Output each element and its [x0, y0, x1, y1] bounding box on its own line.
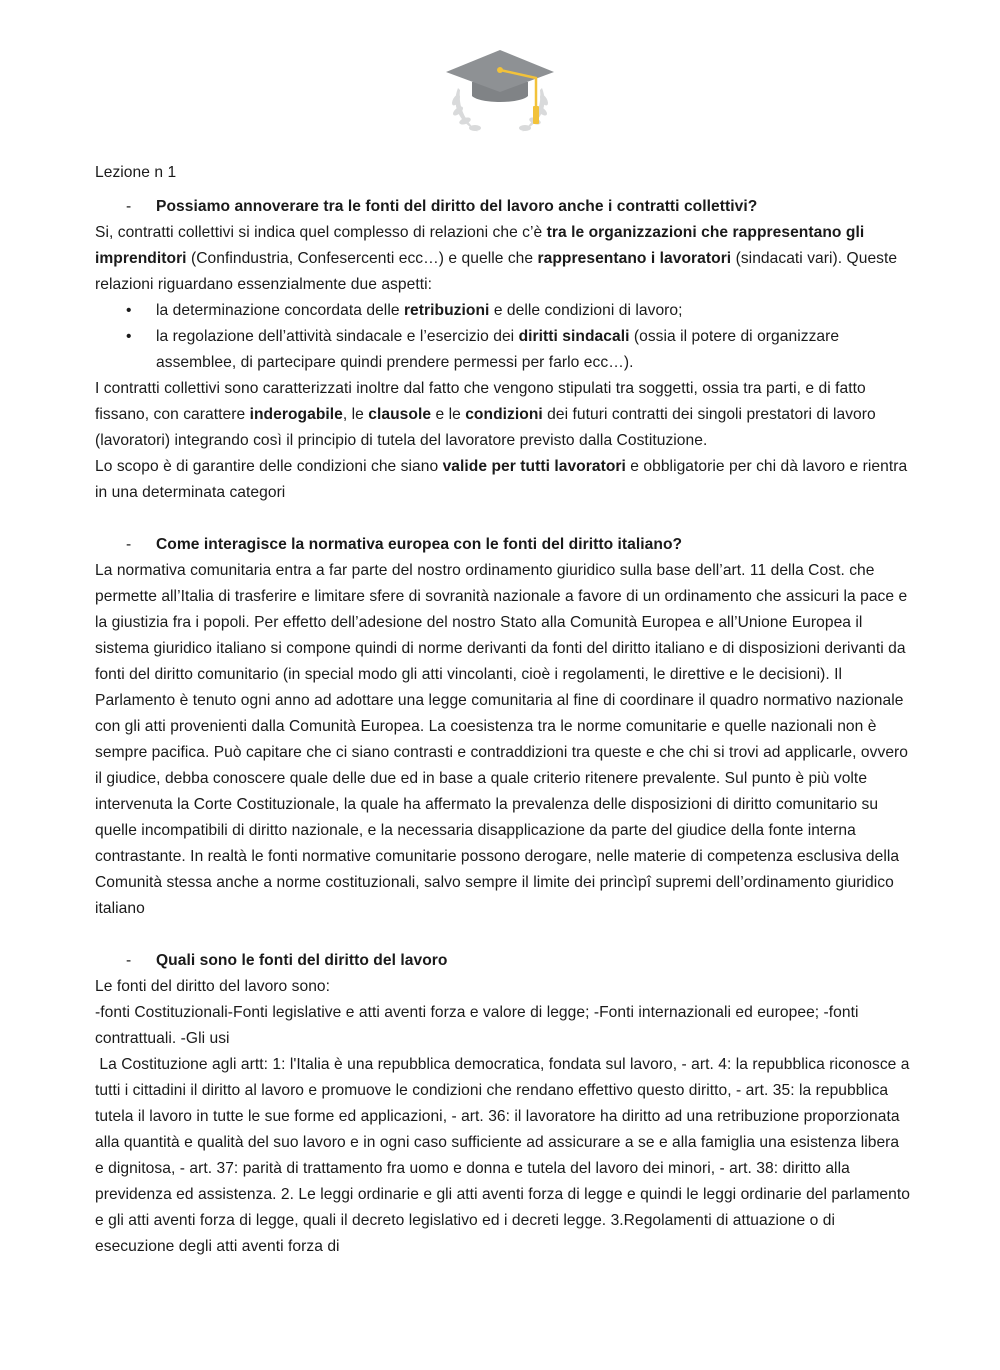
- question-heading-2: [95, 532, 910, 558]
- paragraph: La Costituzione agli artt: 1: l'Italia è una repubblica democratica, fondata sul lavoro, - art. 4: la repubblica riconosce a tutti i cittadini il diritto al lavoro e promuove le condizioni che rendano effettivo questo diritto, - art. 35: la repubblica tutela il lavoro in tutte le sue forme ed applicazioni, - art. 36: il lavoratore ha diritto ad una retribuzione proporzionata alla quantità e qualità del suo lavoro e in ogni caso sufficiente ad assicurare a se e alla famiglia una esistenza libera e dignitosa, - art. 37: parità di trattamento fra uomo e donna e tutela del lavoro dei minori, - art. 38: diritto alla previdenza ed assistenza. 2. Le leggi ordinarie e gli atti aventi forza di legge e quindi le leggi ordinarie del parlamento e gli atti aventi forza di legge, quali il decreto legislativo ed i decreti legge. 3.Regolamenti di attuazione o di esecuzione degli atti aventi forza di: [95, 1056, 915, 1255]
- lesson-title: Lezione n 1: [95, 164, 177, 181]
- question-text: Possiamo annoverare tra le fonti del diritto del lavoro anche i contratti collettivi?: [156, 198, 758, 215]
- question-heading-1: [95, 194, 910, 220]
- list-item: • la determinazione concordata delle retribuzioni e delle condizioni di lavoro;: [95, 298, 910, 324]
- dash-marker: -: [126, 952, 132, 969]
- graduation-cap-laurel-icon: [444, 48, 556, 138]
- list-item: • la regolazione dell’attività sindacale e l’esercizio dei diritti sindacali (ossia il potere di organizzare assemblee, di partecipare quindi prendere permessi per farlo ecc…).: [95, 324, 910, 376]
- question-heading-3: [95, 948, 910, 974]
- bullet-list: [95, 298, 910, 376]
- dash-marker: -: [126, 198, 132, 215]
- question-text: Come interagisce la normativa europea con le fonti del diritto italiano?: [156, 536, 683, 553]
- paragraph: Lo scopo è di garantire delle condizioni che siano valide per tutti lavoratori e obbligatorie per chi dà lavoro e rientra in una determinata categori: [95, 458, 908, 501]
- question-text: Quali sono le fonti del diritto del lavoro: [156, 952, 448, 969]
- paragraph-intro: Si, contratti collettivi si indica quel complesso di relazioni che c’è tra le organizzazioni che rappresentano gli imprenditori (Confindustria, Confesercenti ecc…) e quelle che rappresentano i lavoratori (sindacati vari). Queste relazioni riguardano essenzialmente due aspetti:: [95, 224, 898, 293]
- paragraph: Le fonti del diritto del lavoro sono:: [95, 978, 331, 995]
- dash-marker: -: [126, 536, 132, 553]
- document-body: [95, 160, 915, 1260]
- paragraph: La normativa comunitaria entra a far parte del nostro ordinamento giuridico sulla base dell’art. 11 della Cost. che permette all’Italia di trasferire e limitare sfere di sovranità nazionale a favore di un ordinamento che assicuri la pace e la giustizia fra i popoli. Per effetto dell’adesione del nostro Stato alla Comunità Europea e all’Unione Europea il sistema giuridico italiano si compone quindi di norme derivanti da fonti del diritto italiano e di disposizioni derivanti da fonti del diritto comunitario (in special modo gli atti vincolanti, cioè i regolamenti, le direttive e le decisioni). Il Parlamento è tenuto ogni anno ad adottare una legge comunitaria al fine di coordinare il quadro normativo nazionale con gli atti provenienti dalla Comunità Europea. La coesistenza tra le norme comunitarie e quelle nazionali non è sempre pacifica. Può capitare che ci siano contrasti e contraddizioni tra queste e che chi si trovi ad applicarle, ovvero il giudice, debba conoscere quale delle due ed in base a quale criterio ritenere prevalente. Sul punto è più volte intervenuta la Corte Costituzionale, la quale ha affermato la prevalenza delle disposizioni di diritto comunitario su quelle incompatibili di diritto nazionale, e la necessaria disapplicazione da parte del giudice della fonte interna contrastante. In realtà le fonti normative comunitarie possono derogare, nelle materie di competenza esclusiva della Comunità stessa anche a norme costituzionali, salvo sempre il limite dei princìpî supremi dell’ordinamento giuridico italiano: [95, 562, 909, 917]
- paragraph: I contratti collettivi sono caratterizzati inoltre dal fatto che vengono stipulati tra soggetti, ossia tra parti, e di fatto fissano, con carattere inderogabile, le clausole e le condizioni dei futuri contratti dei singoli prestatori di lavoro (lavoratori) integrando così il principio di tutela del lavoratore previsto dalla Costituzione.: [95, 380, 876, 449]
- paragraph: -fonti Costituzionali-Fonti legislative e atti aventi forza e valore di legge; -Fonti internazionali ed europee; -fonti contrattuali. -Gli usi: [95, 1004, 859, 1047]
